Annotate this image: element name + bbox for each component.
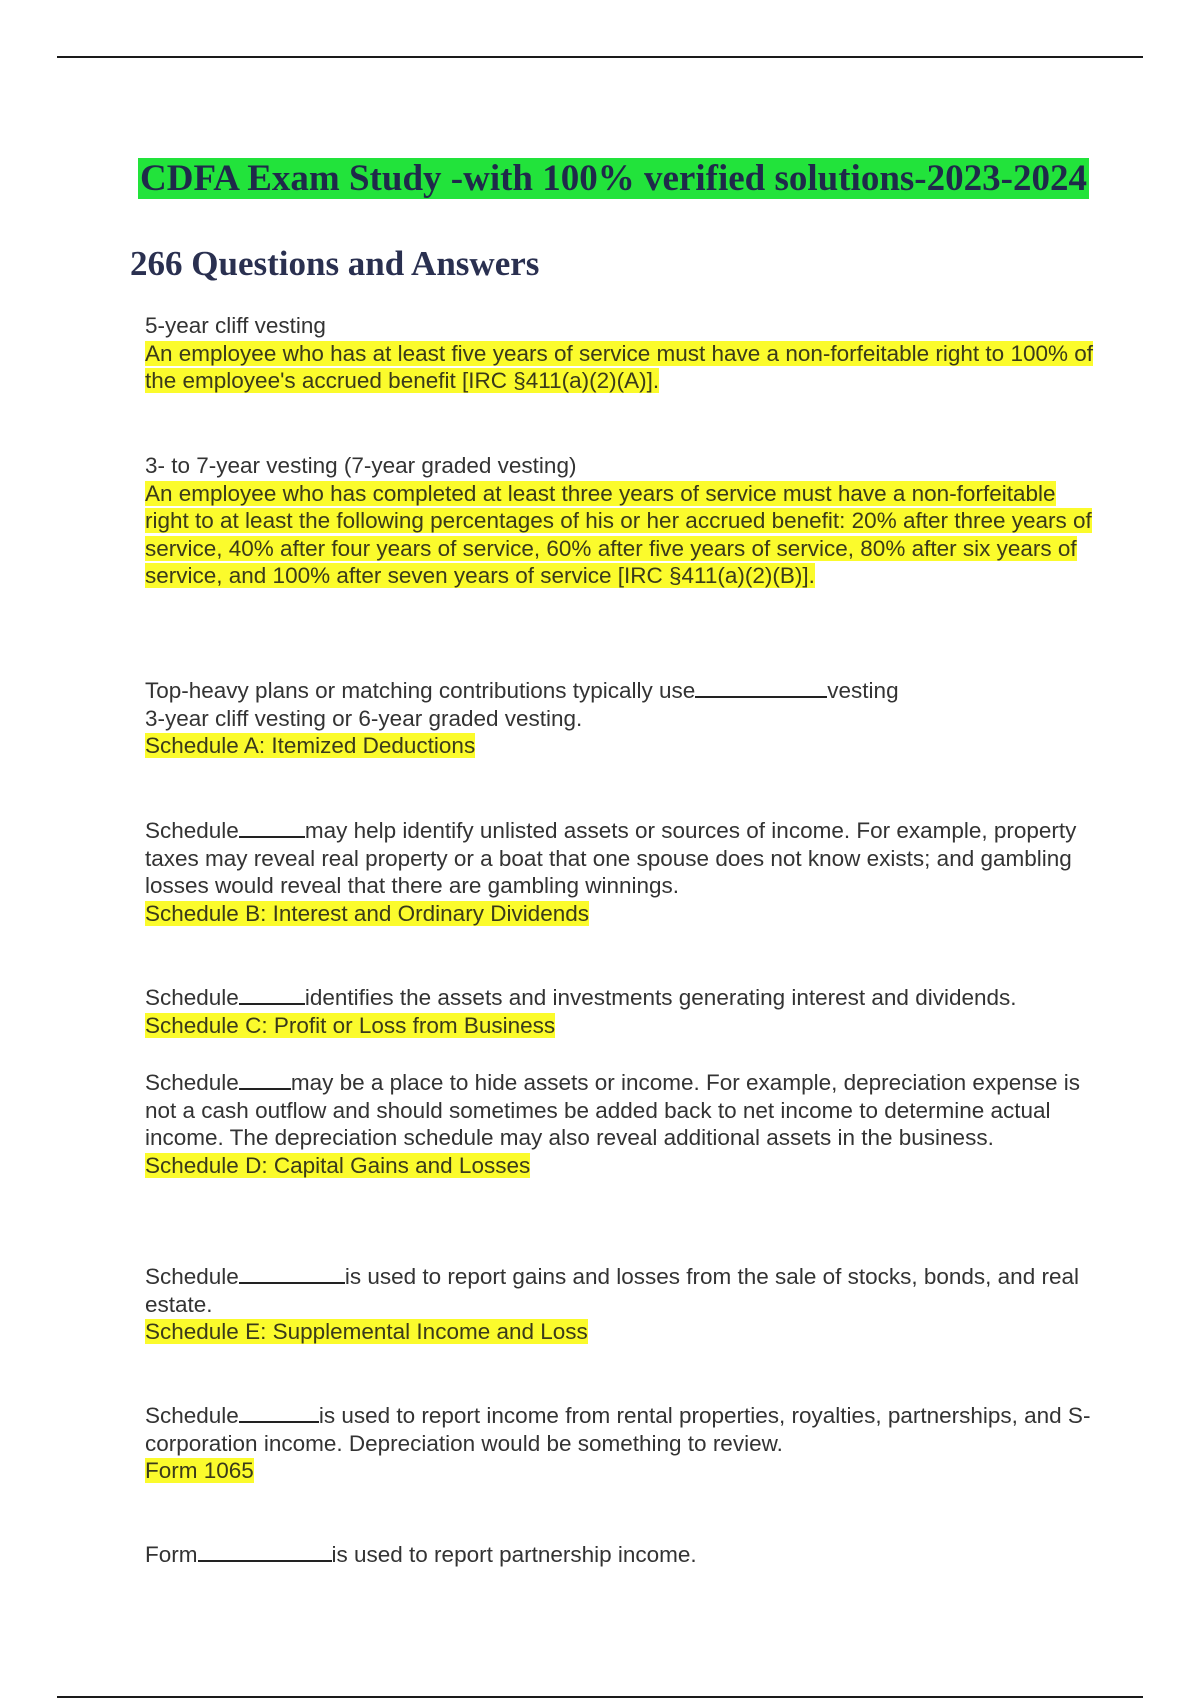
answer-text: An employee who has completed at least three years of service must have a non-forfeitable right to at least the following percentages of his or her accrued benefit: 20% after three years of service, 40% after four years of service, 60% after five years of service, 80% after six years of service, and 100% after seven years of service [IRC §411(a)(2)(B)].: [145, 480, 1092, 588]
question-text: Schedule is used to report gains and losses from the sale of stocks, bonds, and real estate.: [145, 1264, 1079, 1317]
question-text: 5-year cliff vesting: [145, 313, 326, 338]
answer-blank: [239, 1068, 291, 1090]
question-text: Top-heavy plans or matching contributions typically use vesting: [145, 678, 899, 703]
plain-answer-text: 3-year cliff vesting or 6-year graded vesting.: [145, 705, 583, 731]
answer-text: Schedule E: Supplemental Income and Loss: [145, 1319, 588, 1344]
question-text: 3- to 7-year vesting (7-year graded vesting): [145, 453, 577, 478]
answer-text: Schedule C: Profit or Loss from Business: [145, 1012, 556, 1038]
bottom-rule: [57, 1696, 1143, 1698]
qa-item: [145, 452, 1095, 590]
qa-item: [145, 1540, 1095, 1569]
qa-item: [145, 816, 1095, 927]
answer-blank: [239, 816, 305, 838]
answer-blank: [239, 1262, 345, 1284]
answer-text: An employee who has at least five years of service must have a non-forfeitable right to 100% of the employee's accrued benefit [IRC §411(a)(2)(A)].: [145, 340, 1094, 393]
question-text: Schedule is used to report income from rental properties, royalties, partnerships, and S-corporation income. Depreciation would be something to review.: [145, 1403, 1091, 1456]
document-subtitle: 266 Questions and Answers: [130, 244, 540, 283]
qa-item: [145, 983, 1095, 1039]
answer-text: Form 1065: [145, 1458, 254, 1483]
question-text: Schedule may be a place to hide assets or income. For example, depreciation expense is not a cash outflow and should sometimes be added back to net income to determine actual income. The depreciation schedule may also reveal additional assets in the business.: [145, 1070, 1080, 1150]
document-title-text: CDFA Exam Study -with 100% verified solutions-2023-2024: [140, 158, 1087, 199]
question-text: Form is used to report partnership income.: [145, 1542, 697, 1567]
question-text: Schedule identifies the assets and investments generating interest and dividends.: [145, 985, 1017, 1010]
question-text: Schedule may help identify unlisted assets or sources of income. For example, property taxes may reveal real property or a boat that one spouse does not know exists; and gambling losses would reveal that there are gambling winnings.: [145, 818, 1077, 898]
answer-blank: [239, 983, 305, 1005]
answer-blank: [695, 676, 827, 698]
qa-item: [145, 1262, 1095, 1346]
qa-item: [145, 312, 1095, 395]
qa-item: [145, 676, 1095, 760]
document-title: [138, 158, 1089, 200]
answer-text: Schedule A: Itemized Deductions: [145, 733, 476, 758]
answer-text: Schedule B: Interest and Ordinary Dividends: [145, 900, 589, 926]
answer-blank: [239, 1401, 319, 1423]
answer-text: Schedule D: Capital Gains and Losses: [145, 1152, 531, 1178]
top-rule: [57, 56, 1143, 58]
qa-item: [145, 1068, 1095, 1179]
qa-item: [145, 1401, 1095, 1485]
answer-blank: [198, 1540, 332, 1562]
